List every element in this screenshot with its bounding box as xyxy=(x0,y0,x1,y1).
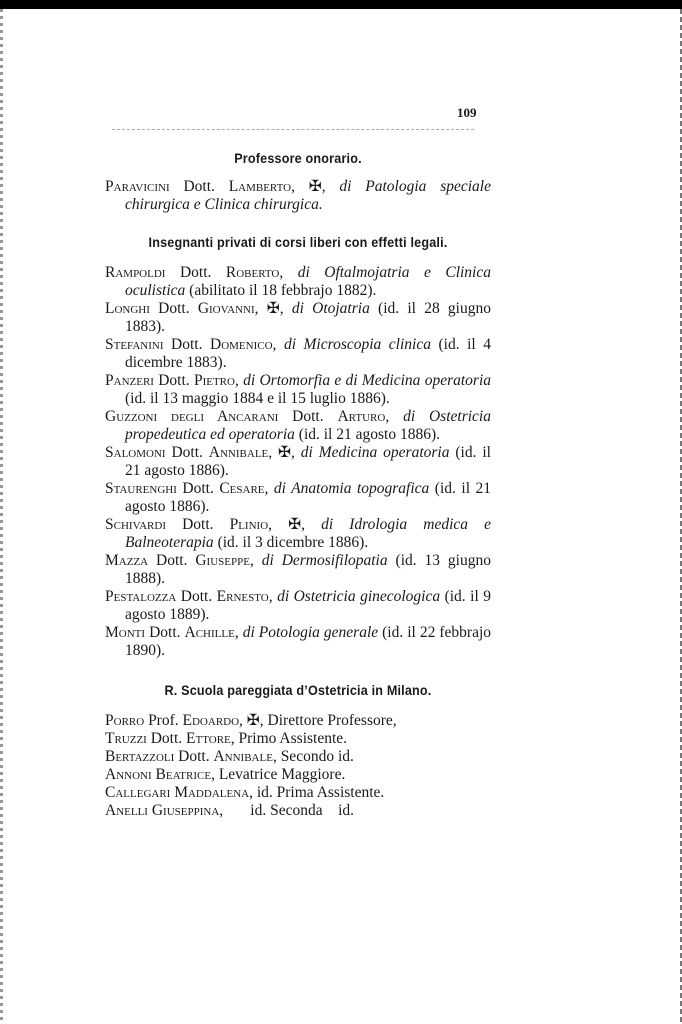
person-name: Porro xyxy=(105,712,145,729)
person-name: Anelli Giuseppina xyxy=(105,802,220,819)
person-name: Longhi xyxy=(105,300,150,317)
person-name: Giovanni xyxy=(197,300,255,317)
person-name: Salomoni xyxy=(105,444,166,461)
person-name: Ettore xyxy=(186,730,231,747)
page-number: 109 xyxy=(457,105,477,120)
person-name: Bertazzoli xyxy=(105,748,175,765)
list-item xyxy=(105,516,491,552)
list-item xyxy=(105,766,491,784)
person-name: Achille xyxy=(184,624,235,641)
list-item xyxy=(105,336,491,372)
person-name: Plinio xyxy=(229,516,269,533)
entry-text: (id. il 21 agosto 1886). xyxy=(125,444,491,479)
entry-text: , ✠, xyxy=(268,444,301,461)
person-name: Staurenghi xyxy=(105,480,177,497)
course-title: di Otojatria xyxy=(291,300,370,317)
person-name: Rampoldi xyxy=(105,264,166,281)
entry-text: Dott. xyxy=(153,372,194,389)
entry-text: , xyxy=(279,264,298,281)
person-name: Arturo xyxy=(337,408,386,425)
entry-text: , xyxy=(249,552,262,569)
entry-text: (id. il 9 agosto 1889). xyxy=(125,588,491,623)
person-name: Truzzi xyxy=(105,730,147,747)
list-item xyxy=(105,444,491,480)
person-name: Mazza xyxy=(105,552,149,569)
entry-text: Dott. xyxy=(146,730,187,747)
course-title: di Anatomia topografica xyxy=(273,480,430,497)
entry-text: (id. il 13 maggio 1884 e il 15 luglio 1886). xyxy=(125,390,390,407)
scan-top-border xyxy=(0,0,682,9)
entry-text: Dott. xyxy=(169,178,229,195)
list-item xyxy=(105,784,491,802)
entry-text: (id. il 4 dicembre 1883). xyxy=(125,336,491,371)
person-name: Callegari Maddalena xyxy=(105,784,250,801)
person-name: Panzeri xyxy=(105,372,154,389)
person-name: Ernesto xyxy=(216,588,269,605)
person-name: Giuseppe xyxy=(195,552,250,569)
person-name: Annibale xyxy=(208,444,269,461)
entry-text: Dott. xyxy=(148,552,196,569)
entry-text: Dott. xyxy=(163,336,210,353)
entry-text: , xyxy=(385,408,404,425)
course-title: di Ostetricia propedeutica ed operatoria xyxy=(125,408,491,443)
person-name: Cesare xyxy=(219,480,265,497)
header-rule xyxy=(112,129,474,130)
list-item xyxy=(105,552,491,588)
entry-text: (id. il 28 giugno 1883). xyxy=(125,300,491,335)
section-heading: R. Scuola pareggiata d’Ostetricia in Milano. xyxy=(164,682,432,698)
entry-text: (id. il 21 agosto 1886). xyxy=(125,480,491,515)
person-name: Schivardi xyxy=(105,516,166,533)
list-item xyxy=(105,748,491,766)
course-title: di Potologia generale xyxy=(242,624,379,641)
entry-text: (id. 13 giugno 1888). xyxy=(125,552,491,587)
entry-text: , xyxy=(234,624,243,641)
course-title: di Medicina operatoria xyxy=(300,444,450,461)
entry-text: , id. Prima Assistente. xyxy=(249,784,385,801)
person-name: Annoni Beatrice xyxy=(105,766,212,783)
list-item xyxy=(105,372,491,408)
entry-text: , xyxy=(264,480,274,497)
course-title: di Ostetricia ginecologica xyxy=(277,588,441,605)
entry-text: , id. Seconda id. xyxy=(219,802,355,819)
entry-text: (id. il 3 dicembre 1886). xyxy=(213,534,369,551)
person-name: Monti xyxy=(105,624,146,641)
entry-text: Prof. xyxy=(144,712,183,729)
person-name: Pestalozza xyxy=(105,588,177,605)
entry-text: Dott. xyxy=(176,480,220,497)
person-name: Guzzoni degli Ancarani xyxy=(105,408,279,425)
entry-text: Dott. xyxy=(176,588,217,605)
person-name: Roberto xyxy=(225,264,280,281)
course-title: di Patologia speciale chirurgica e Clinica chirurgica. xyxy=(125,178,491,213)
entry-text: , Primo Assistente. xyxy=(230,730,348,747)
entry-text: Dott. xyxy=(165,444,209,461)
list-item xyxy=(105,588,491,624)
list-item xyxy=(105,802,491,820)
list-item xyxy=(105,624,491,660)
entry-text: , ✠, xyxy=(268,516,322,533)
entry-text: Dott. xyxy=(149,300,198,317)
section-heading: Insegnanti privati di corsi liberi con effetti legali. xyxy=(148,234,448,250)
entry-text: (abilitato il 18 febbrajo 1882). xyxy=(185,282,377,299)
course-title: di Dermosifilopatia xyxy=(261,552,388,569)
entry-text: (id. il 22 febbrajo 1890). xyxy=(125,624,492,659)
person-name: Edoardo xyxy=(182,712,240,729)
entry-text: , Secondo id. xyxy=(272,748,354,765)
person-name: Stefanini xyxy=(105,336,164,353)
entry-text: Dott. xyxy=(145,624,185,641)
list-item xyxy=(105,480,491,516)
entry-list xyxy=(105,712,491,820)
person-name: Pietro xyxy=(193,372,235,389)
list-item xyxy=(105,178,491,214)
entry-text: , ✠, Direttore Professore, xyxy=(239,712,397,729)
course-title: di Microscopia clinica xyxy=(283,336,431,353)
list-item xyxy=(105,730,491,748)
entry-text: , Levatrice Maggiore. xyxy=(211,766,346,783)
person-name: Annibale xyxy=(213,748,273,765)
page-body xyxy=(105,150,491,820)
list-item xyxy=(105,264,491,300)
entry-text: Dott. xyxy=(174,748,214,765)
entry-text: , ✠, xyxy=(291,178,340,195)
scan-left-edge xyxy=(0,9,3,1024)
entry-text: , xyxy=(234,372,244,389)
entry-text: , xyxy=(268,588,278,605)
list-item xyxy=(105,712,491,730)
entry-text: (id. il 21 agosto 1886). xyxy=(294,426,440,443)
entry-text: , xyxy=(272,336,284,353)
person-name: Paravicini xyxy=(105,178,170,195)
person-name: Lamberto xyxy=(228,178,292,195)
course-title: di Oftalmojatria e Clinica oculistica xyxy=(125,264,491,299)
course-title: di Idrologia medica e Balneoterapia xyxy=(125,516,491,551)
entry-list xyxy=(105,178,491,214)
list-item xyxy=(105,300,491,336)
section-heading: Professore onorario. xyxy=(234,150,362,166)
list-item xyxy=(105,408,491,444)
entry-list xyxy=(105,264,491,660)
entry-text: Dott. xyxy=(165,264,226,281)
course-title: di Ortomorfia e di Medicina operatoria xyxy=(243,372,492,389)
entry-text: , ✠, xyxy=(254,300,292,317)
person-name: Domenico xyxy=(210,336,273,353)
entry-text: Dott. xyxy=(165,516,230,533)
entry-text: Dott. xyxy=(278,408,338,425)
